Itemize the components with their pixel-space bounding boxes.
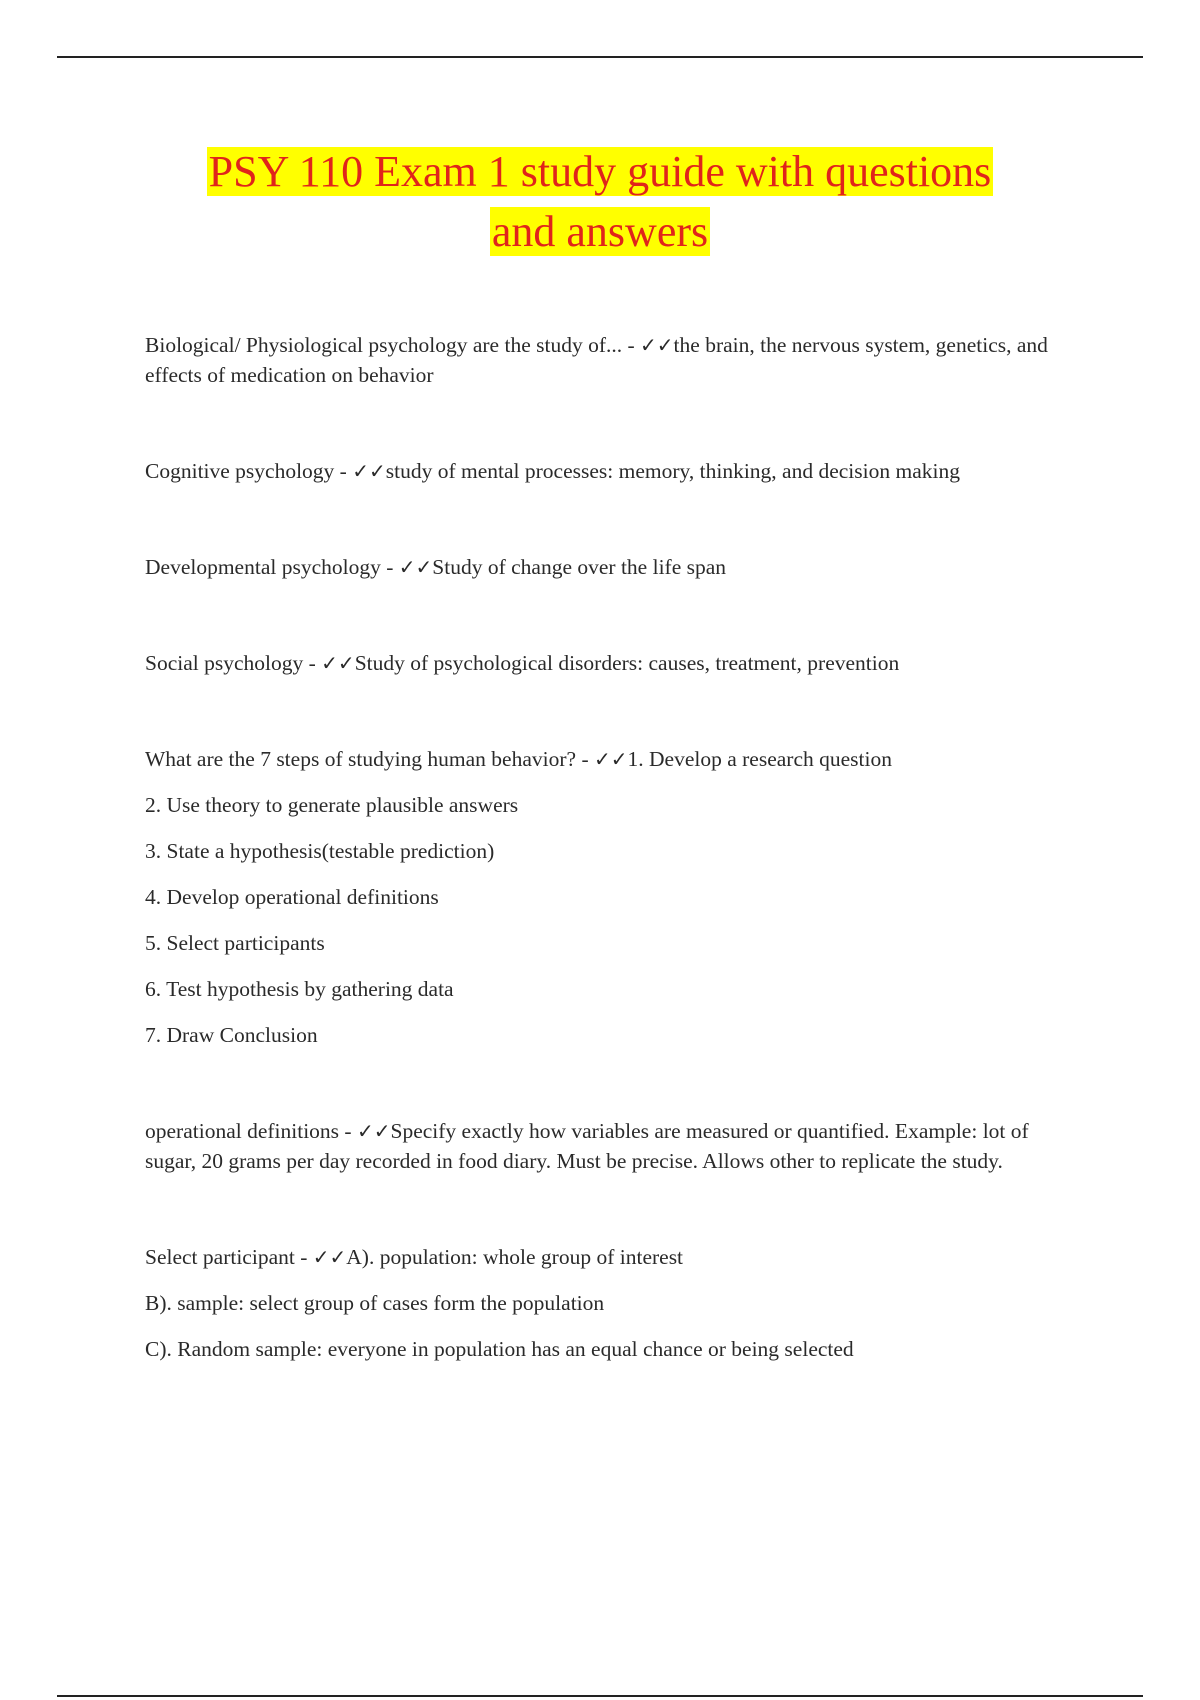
entry-answer: the brain, the nervous system, genetics, and effects of medication on behavior: [145, 333, 1048, 387]
entry-developmental: [145, 552, 1055, 582]
entry-text: [145, 552, 1055, 582]
entry-term: Biological/ Physiological psychology are the study of... -: [145, 333, 641, 357]
check-mark-icon: ✓✓: [312, 1245, 347, 1269]
entry-answer: Study of psychological disorders: causes, treatment, prevention: [354, 651, 900, 675]
entry-select-participant: [145, 1242, 1055, 1364]
check-mark-icon: ✓✓: [640, 333, 674, 357]
check-mark-icon: ✓✓: [398, 555, 433, 579]
entry-term: operational definitions -: [145, 1119, 357, 1143]
entry-term: What are the 7 steps of studying human behavior? -: [145, 747, 594, 771]
title-line-2: and answers: [491, 207, 709, 256]
check-mark-icon: ✓✓: [352, 459, 386, 483]
entry-text: [145, 744, 1055, 774]
entry-answer: A). population: whole group of interest: [346, 1245, 684, 1269]
check-mark-icon: ✓✓: [356, 1119, 391, 1143]
list-item: 5. Select participants: [145, 931, 325, 955]
entry-text: [145, 456, 1055, 486]
page-title: [0, 142, 1200, 262]
entry-answer: study of mental processes: memory, thinking, and decision making: [385, 459, 960, 483]
list-item: 2. Use theory to generate plausible answers: [145, 793, 519, 817]
list-item: 7. Draw Conclusion: [145, 1023, 318, 1047]
entry-text: [145, 1116, 1055, 1176]
entry-cognitive: [145, 456, 1055, 486]
entry-biological: [145, 330, 1055, 390]
entry-answer: Specify exactly how variables are measured or quantified. Example: lot of sugar, 20 grams per day recorded in food diary. Must be precise. Allows other to replicate the study.: [145, 1119, 1029, 1173]
entry-term: Cognitive psychology -: [145, 459, 353, 483]
entry-term: Select participant -: [145, 1245, 313, 1269]
entry-seven-steps: [145, 744, 1055, 1050]
top-rule: [57, 56, 1143, 58]
entry-text: [145, 330, 1055, 390]
entry-term: Social psychology -: [145, 651, 322, 675]
entry-term: Developmental psychology -: [145, 555, 399, 579]
list-item: 3. State a hypothesis(testable prediction): [145, 839, 495, 863]
bottom-rule: [57, 1695, 1143, 1697]
title-line-1: PSY 110 Exam 1 study guide with questions: [208, 147, 992, 196]
entry-social: [145, 648, 1055, 678]
entry-answer: 1. Develop a research question: [627, 747, 892, 771]
entry-answer: Study of change over the life span: [432, 555, 727, 579]
entry-operational-definitions: [145, 1116, 1055, 1176]
list-item: 6. Test hypothesis by gathering data: [145, 977, 454, 1001]
check-mark-icon: ✓✓: [321, 651, 355, 675]
check-mark-icon: ✓✓: [593, 747, 628, 771]
list-item: B). sample: select group of cases form the population: [145, 1291, 605, 1315]
study-guide-content: [145, 330, 1055, 1430]
entry-text: [145, 648, 1055, 678]
entry-text: [145, 1242, 1055, 1272]
list-item: C). Random sample: everyone in population has an equal chance or being selected: [145, 1337, 854, 1361]
list-item: 4. Develop operational definitions: [145, 885, 439, 909]
